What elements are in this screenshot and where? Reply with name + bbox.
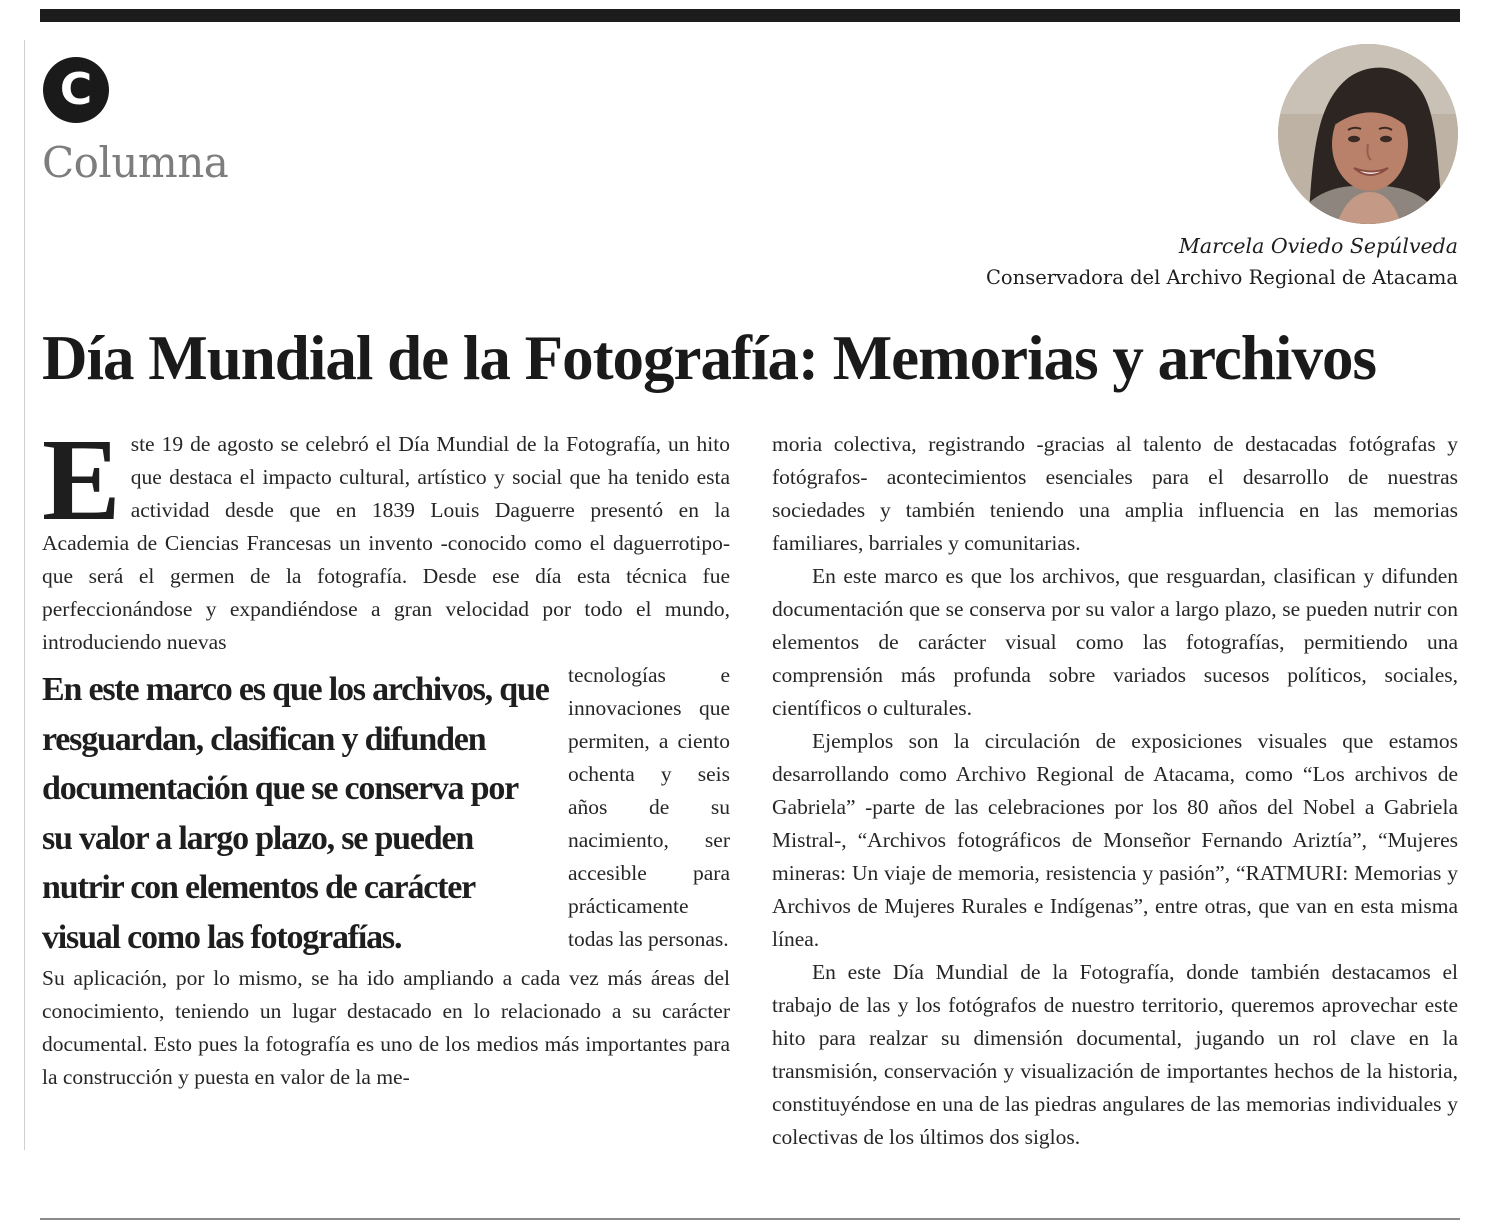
article-column-left	[42, 414, 730, 1094]
section-badge: C	[43, 57, 109, 123]
author-role: Conservadora del Archivo Regional de Atacama	[985, 266, 1458, 289]
top-rule	[40, 9, 1460, 22]
body-paragraph: En este Día Mundial de la Fotografía, donde también destacamos el trabajo de las y los fotógrafos de nuestro territorio, queremos aprovechar este hito para realzar su dimensión documental, jugando un rol clave en la transmisión, conservación y visualización de importantes hechos de la historia, constituyéndose en una de las piedras angulares de las memorias individuales y colectivas de los últimos dos siglos.	[772, 960, 1458, 1149]
drop-cap: E	[42, 414, 121, 545]
body-paragraph: Su aplicación, por lo mismo, se ha ido ampliando a cada vez más áreas del conocimiento, teniendo un lugar destacado en lo relacionado a su carácter documental. Esto pues la fotografía es uno de los medios más importantes para la construcción y puesta en valor de la me-	[42, 966, 730, 1089]
left-margin-rule	[24, 40, 25, 1150]
lead-text: ste 19 de agosto se celebró el Día Mundial de la Fotografía, un hito que destaca el impacto cultural, artístico y social que ha tenido esta actividad desde que en 1839 Louis Daguerre presentó en la Academia de Ciencias Francesas un invento -conocido como el daguerrotipo- que será el germen de la fotografía. Desde ese día esta técnica fue perfeccionándose y expandiéndose a gran velocidad por todo el mundo, introduciendo nuevas	[42, 432, 730, 654]
lead-paragraph	[42, 414, 730, 659]
body-paragraph: moria colectiva, registrando -gracias al talento de destacadas fotógrafas y fotógrafos- acontecimientos esenciales para el desarrollo de nuestras sociedades y también teniendo una amplia influencia en las memorias familiares, barriales y comunitarias.	[772, 432, 1458, 555]
article-column-right	[772, 428, 1458, 1154]
bottom-rule	[40, 1218, 1460, 1220]
wrapped-text: tecnologías e innovaciones que permiten, a ciento ochenta y seis años de su nacimiento, ser accesible para prácticamente todas las personas.	[568, 663, 730, 951]
author-photo	[1278, 44, 1458, 224]
body-paragraph: Ejemplos son la circulación de exposiciones visuales que estamos desarrollando como Archivo Regional de Atacama, como “Los archivos de Gabriela” -parte de las celebraciones por los 80 años del Nobel a Gabriela Mistral-, “Archivos fotográficos de Monseñor Fernando Ariztía”, “Mujeres mineras: Un viaje de memoria, resistencia y pasión”, “RATMURI: Memorias y Archivos de Mujeres Rurales e Indígenas”, entre otras, que van en esta misma línea.	[772, 729, 1458, 951]
pull-quote: En este marco es que los archivos, que resguardan, clasifican y difunden documentación que se conserva por su valor a largo plazo, se pueden nutrir con elementos de carácter visual como las fotografías.	[42, 671, 549, 956]
headline: Día Mundial de la Fotografía: Memorias y archivos	[42, 323, 1376, 393]
author-name: Marcela Oviedo Sepúlveda	[1178, 234, 1458, 258]
author-portrait-icon	[1278, 44, 1458, 224]
body-paragraph: En este marco es que los archivos, que resguardan, clasifican y difunden documentación que se conserva por su valor a largo plazo, se pueden nutrir con elementos de carácter visual como las fotografías, permitiendo una comprensión más profunda sobre variados sucesos políticos, sociales, científicos o culturales.	[772, 564, 1458, 720]
section-label: Columna	[42, 138, 229, 187]
